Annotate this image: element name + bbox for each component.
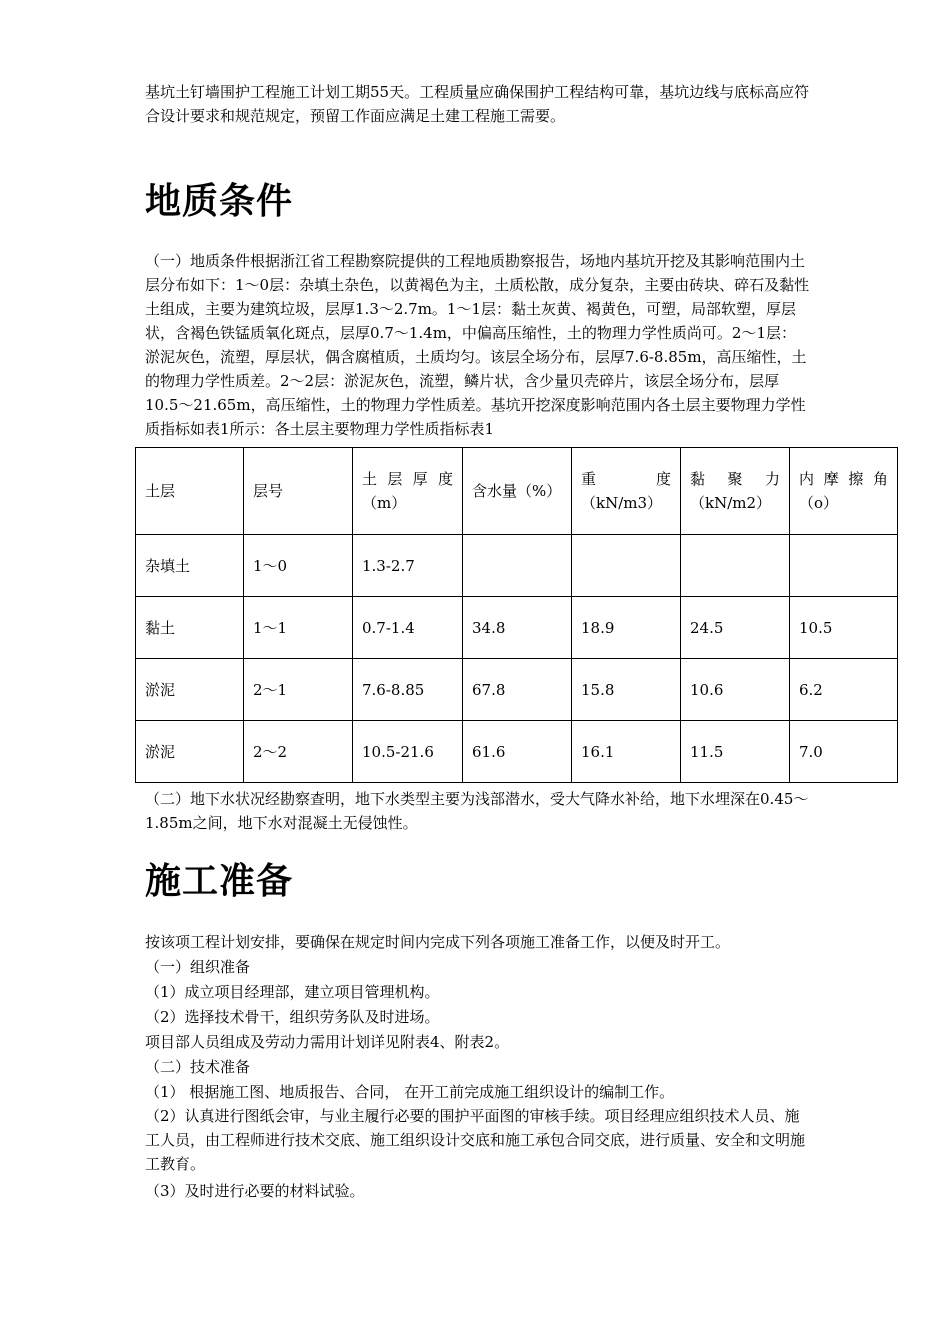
table-header-cell: 层号 [244,448,353,535]
table-row [136,535,898,597]
prep-heading: 施工准备 [145,861,294,902]
table-row [136,659,898,721]
table-header-cell: 土层厚度（m） [353,448,463,535]
table-cell [572,535,681,597]
table-header-row [136,448,898,535]
prep-line: （2）选择技术骨干，组织劳务队及时进场。 [145,1008,440,1026]
prep-item-2: （2）认真进行图纸会审，与业主履行必要的围护平面图的审核手续。项目经理应组织技术人员、施工人员，由工程师进行技术交底、施工组织设计交底和施工承包合同交底，进行质量、安全和文明施工教育。 [145,1107,806,1173]
geology-heading: 地质条件 [145,181,294,222]
table-cell: 黏土 [136,597,244,659]
soil-properties-table [135,447,898,783]
table-cell: 18.9 [572,597,681,659]
table-cell: 6.2 [790,659,898,721]
prep-line: 项目部人员组成及劳动力需用计划详见附表4、附表2。 [145,1033,510,1051]
prep-line: （二）技术准备 [145,1058,251,1076]
table-cell [463,535,572,597]
table-cell: 10.5 [790,597,898,659]
table-cell: 10.5-21.6 [353,721,463,783]
table-cell: 7.0 [790,721,898,783]
table-row [136,721,898,783]
table-header-cell: 内摩擦角（o） [790,448,898,535]
prep-line: （一）组织准备 [145,958,251,976]
table-cell: 15.8 [572,659,681,721]
table-cell: 1～0 [244,535,353,597]
table-cell: 2～2 [244,721,353,783]
table-cell: 0.7-1.4 [353,597,463,659]
geology-paragraph-1: （一）地质条件根据浙江省工程勘察院提供的工程地质勘察报告，场地内基坑开挖及其影响范围内土层分布如下：1～0层：杂填土杂色，以黄褐色为主，土质松散，成分复杂，主要由砖块、碎石及黏性土组成，主要为建筑垃圾，层厚1.3～2.7m。1～1层：黏土灰黄、褐黄色，可塑，局部软塑，厚层状，含褐色铁锰质氧化斑点，层厚0.7～1.4m，中偏高压缩性，土的物理力学性质尚可。2～1层：淤泥灰色，流塑，厚层状，偶含腐植质，土质均匀。该层全场分布，层厚7.6-8.85m，高压缩性，土的物理力学性质差。2～2层：淤泥灰色，流塑，鳞片状，含少量贝壳碎片，该层全场分布，层厚10.5～21.65m，高压缩性，土的物理力学性质差。基坑开挖深度影响范围内各土层主要物理力学性质指标如表1所示：各土层主要物理力学性质指标表1 [145,252,810,438]
table-cell: 7.6-8.85 [353,659,463,721]
table-cell: 2～1 [244,659,353,721]
table-header-cell: 土层 [136,448,244,535]
table-cell: 淤泥 [136,721,244,783]
table-cell [681,535,790,597]
table-cell: 10.6 [681,659,790,721]
table-row [136,597,898,659]
table-cell: 61.6 [463,721,572,783]
intro-paragraph: 基坑土钉墙围护工程施工计划工期55天。工程质量应确保围护工程结构可靠，基坑边线与底标高应符合设计要求和规范规定，预留工作面应满足土建工程施工需要。 [145,83,810,125]
table-cell: 67.8 [463,659,572,721]
prep-line: （1）成立项目经理部，建立项目管理机构。 [145,983,440,1001]
prep-line: （1） 根据施工图、地质报告、合同， 在开工前完成施工组织设计的编制工作。 [145,1083,675,1101]
table-header-cell: 重度（kN/m3） [572,448,681,535]
table-cell: 34.8 [463,597,572,659]
table-header-cell: 含水量（%） [463,448,572,535]
table-cell: 杂填土 [136,535,244,597]
table-cell: 1～1 [244,597,353,659]
table-header-cell: 黏聚力（kN/m2） [681,448,790,535]
table-cell: 11.5 [681,721,790,783]
table-cell: 淤泥 [136,659,244,721]
groundwater-paragraph: （二）地下水状况经勘察查明，地下水类型主要为浅部潜水，受大气降水补给，地下水埋深在0.45～1.85m之间，地下水对混凝土无侵蚀性。 [145,790,809,832]
prep-line: 按该项工程计划安排，要确保在规定时间内完成下列各项施工准备工作，以便及时开工。 [145,933,731,951]
prep-item-3: （3）及时进行必要的材料试验。 [145,1182,365,1200]
table-cell: 16.1 [572,721,681,783]
table-cell: 1.3-2.7 [353,535,463,597]
table-cell [790,535,898,597]
table-cell: 24.5 [681,597,790,659]
